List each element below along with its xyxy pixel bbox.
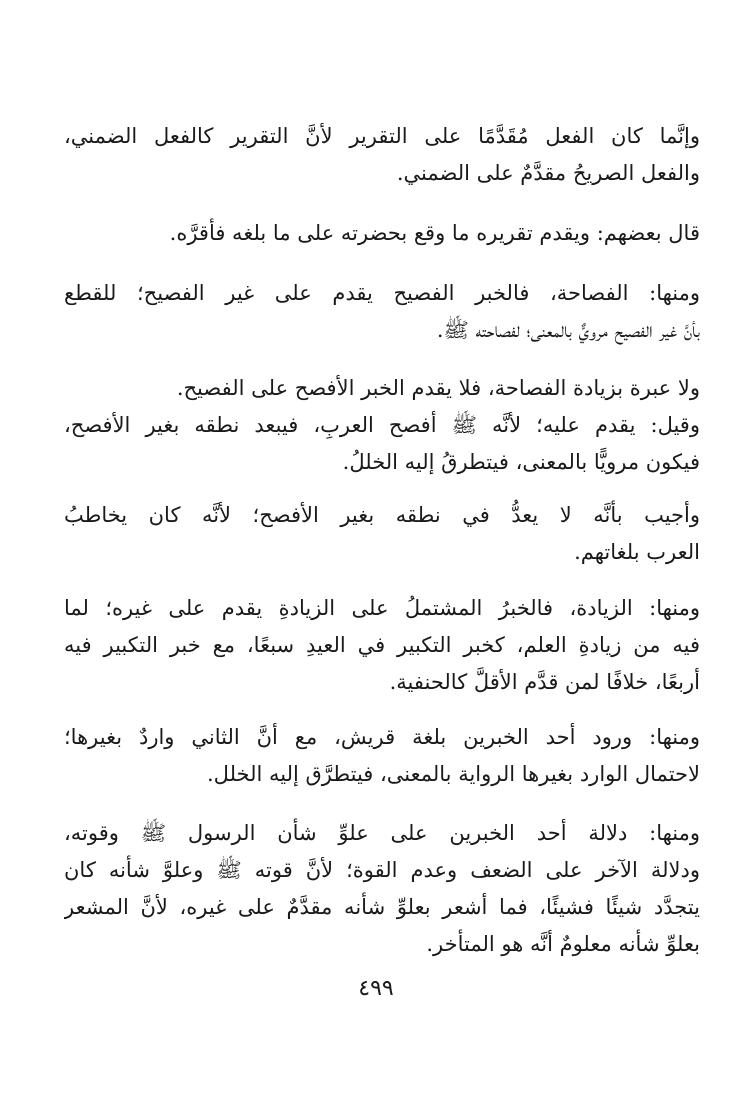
paragraph-line: بعلوِّ شأنه معلومٌ أنَّه هو المتأخر.	[426, 932, 700, 956]
paragraph-line: ودلالة الآخر على الضعف وعدم القوة؛ لأنَّ قوته ﷺ وعلوَّ شأنه كان	[64, 858, 700, 882]
paragraph-line: فيه من زيادةِ العلم، كخبر التكبير في العيدِ سبعًا، مع خبر التكبير فيه	[64, 633, 700, 657]
paragraph-line: العرب بلغاتهم.	[574, 540, 700, 564]
paragraph-8	[64, 815, 700, 963]
paragraph-line: وأجيب بأنَّه لا يعدُّ في نطقه بغير الأفصح؛ لأنَّه كان يخاطبُ	[64, 503, 700, 527]
paragraph-line: ومنها: دلالة أحد الخبرين على علوِّ شأن الرسول ﷺ وقوته،	[64, 821, 700, 845]
page-number: ٤٩٩	[358, 976, 394, 1001]
paragraph-line: وقيل: يقدم عليه؛ لأنَّه ﷺ أفصح العربِ، فيبعد نطقه بغير الأفصح،	[64, 413, 700, 437]
paragraph-line: يتجدَّد شيئًا فشيئًا، فما أشعر بعلوِّ شأنه مقدَّمٌ على غيره، لأنَّ المشعر	[64, 895, 700, 919]
paragraph-line: فيكون مرويًّا بالمعنى، فيتطرقُ إليه الخللُ.	[342, 450, 700, 474]
paragraph-4	[64, 370, 700, 481]
paragraph-line: لاحتمال الوارد بغيرها الرواية بالمعنى، فيتطرَّق إليه الخلل.	[207, 762, 700, 786]
paragraph-6	[64, 590, 700, 701]
paragraph-2	[64, 215, 700, 252]
paragraph-7	[64, 719, 700, 793]
paragraph-line: قال بعضهم: ويقدم تقريره ما وقع بحضرته على ما بلغه فأقرَّه.	[169, 221, 700, 245]
paragraph-line: أربعًا، خلافًا لمن قدَّم الأقلَّ كالحنفية.	[389, 670, 700, 694]
paragraph-line: بأنَّ غير الفصيح مرويٌّ بالمعنى؛ لفصاحته ﷺ.	[436, 318, 700, 342]
paragraph-5	[64, 497, 700, 571]
paragraph-line: ومنها: ورود أحد الخبرين بلغة قريش، مع أنَّ الثاني واردٌ بغيرها؛	[64, 725, 700, 749]
paragraph-line: وإنَّما كان الفعل مُقَدَّمًا على التقرير لأنَّ التقرير كالفعل الضمني،	[64, 124, 700, 148]
paragraph-3	[64, 275, 700, 349]
paragraph-line: ولا عبرة بزيادة الفصاحة، فلا يقدم الخبر الأفصح على الفصيح.	[176, 376, 700, 400]
paragraph-line: ومنها: الفصاحة، فالخبر الفصيح يقدم على غير الفصيح؛ للقطع	[64, 281, 700, 305]
paragraph-line: ومنها: الزيادة، فالخبرُ المشتملُ على الزيادةِ يقدم على غيره؛ لما	[64, 596, 700, 620]
paragraph-line: والفعل الصريحُ مقدَّمٌ على الضمني.	[396, 161, 700, 185]
paragraph-1	[64, 118, 700, 192]
